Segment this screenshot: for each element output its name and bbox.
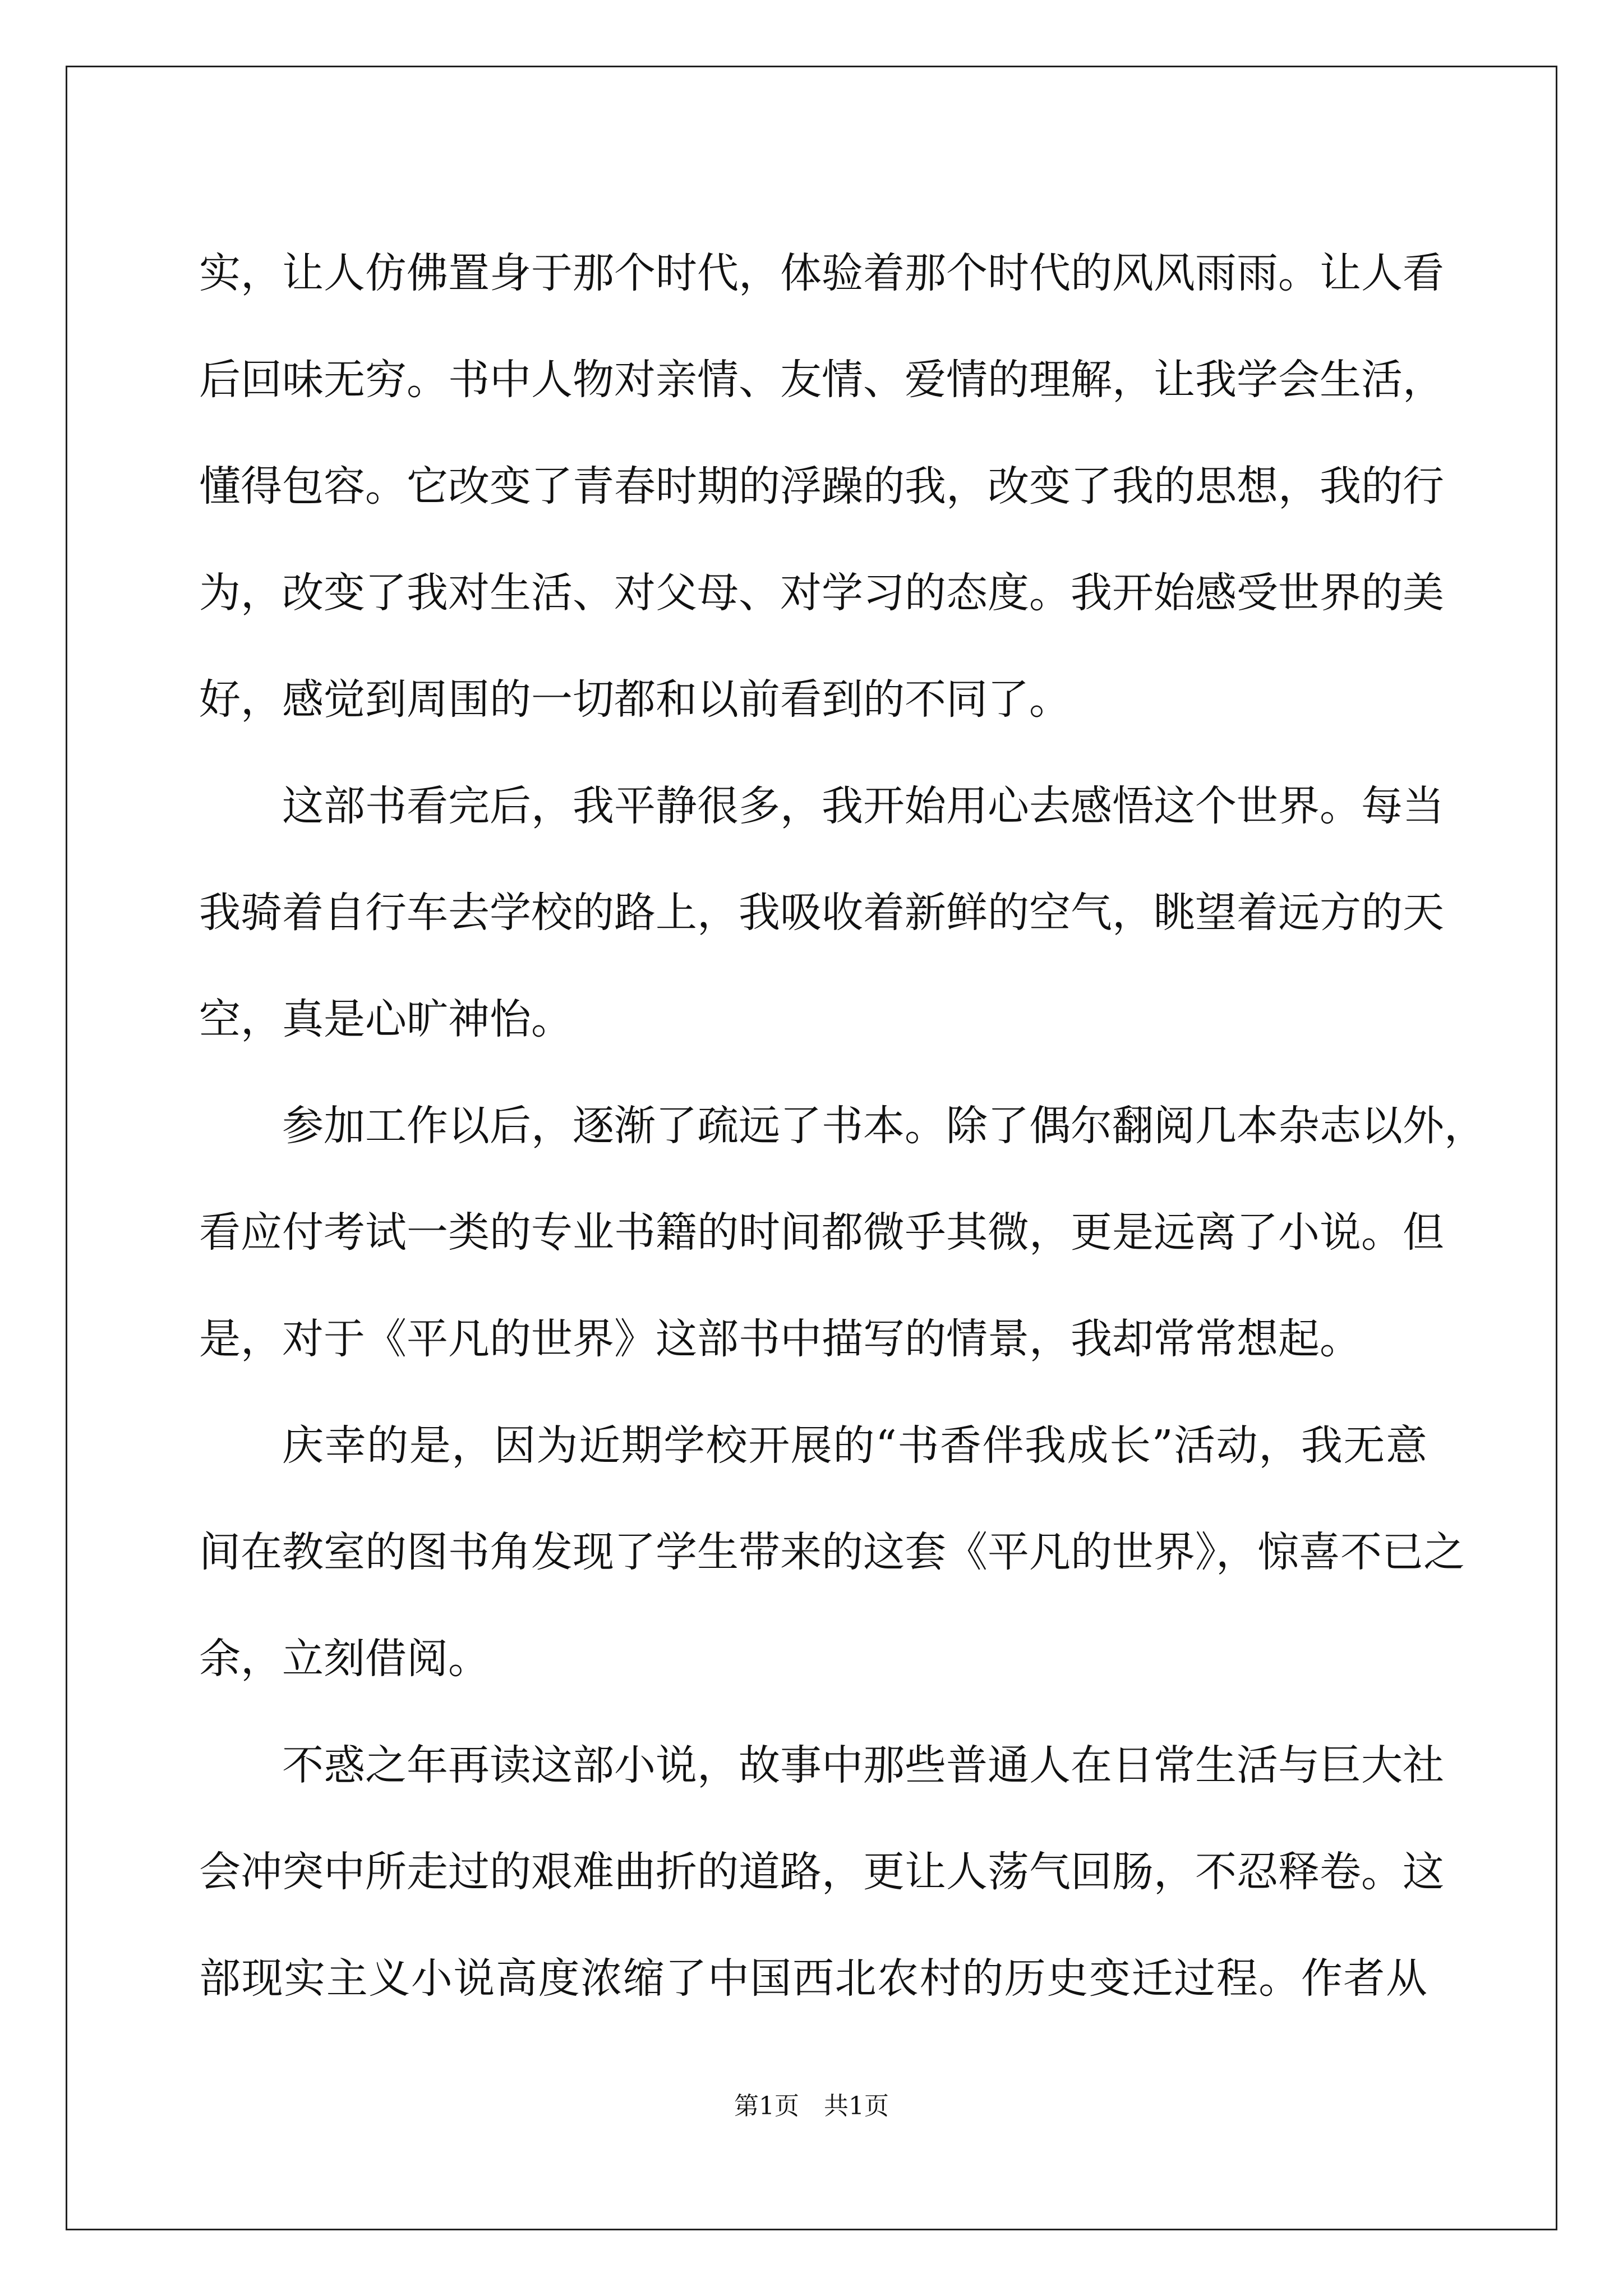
text-line-15: 不惑之年再读这部小说，故事中那些普通人在日常生活与巨大社 bbox=[282, 1741, 1444, 1789]
text-line-17: 部现实主义小说高度浓缩了中国西北农村的历史变迁过程。作者从 bbox=[199, 1954, 1427, 2003]
text-line-14: 余，立刻借阅。 bbox=[199, 1635, 490, 1683]
text-line-10: 看应付考试一类的专业书籍的时间都微乎其微，更是远离了小说。但 bbox=[199, 1208, 1444, 1257]
text-line-11: 是，对于《平凡的世界》这部书中描写的情景，我却常常想起。 bbox=[199, 1315, 1361, 1363]
text-line-13: 间在教室的图书角发现了学生带来的这套《平凡的世界》，惊喜不已之 bbox=[199, 1528, 1465, 1576]
text-line-5: 好，感觉到周围的一切都和以前看到的不同了。 bbox=[199, 675, 1071, 724]
page-footer: 第1页 共1页 bbox=[734, 2092, 889, 2120]
text-line-3: 懂得包容。它改变了青春时期的浮躁的我，改变了我的思想，我的行 bbox=[199, 462, 1444, 510]
text-line-9: 参加工作以后，逐渐了疏远了书本。除了偶尔翻阅几本杂志以外， bbox=[282, 1102, 1486, 1150]
text-line-16: 会冲突中所走过的艰难曲折的道路，更让人荡气回肠，不忍释卷。这 bbox=[199, 1848, 1444, 1896]
text-line-6: 这部书看完后，我平静很多，我开始用心去感悟这个世界。每当 bbox=[282, 782, 1444, 830]
text-line-4: 为，改变了我对生活、对父母、对学习的态度。我开始感受世界的美 bbox=[199, 569, 1444, 617]
text-line-8: 空，真是心旷神怡。 bbox=[199, 995, 573, 1043]
text-line-12: 庆幸的是，因为近期学校开展的“书香伴我成长”活动，我无意 bbox=[282, 1421, 1427, 1470]
text-line-7: 我骑着自行车去学校的路上，我吸收着新鲜的空气，眺望着远方的天 bbox=[199, 889, 1444, 937]
text-line-2: 后回味无穷。书中人物对亲情、友情、爱情的理解，让我学会生活， bbox=[199, 356, 1444, 404]
text-line-1: 实，让人仿佛置身于那个时代，体验着那个时代的风风雨雨。让人看 bbox=[199, 249, 1444, 297]
document-body bbox=[199, 220, 1486, 2032]
